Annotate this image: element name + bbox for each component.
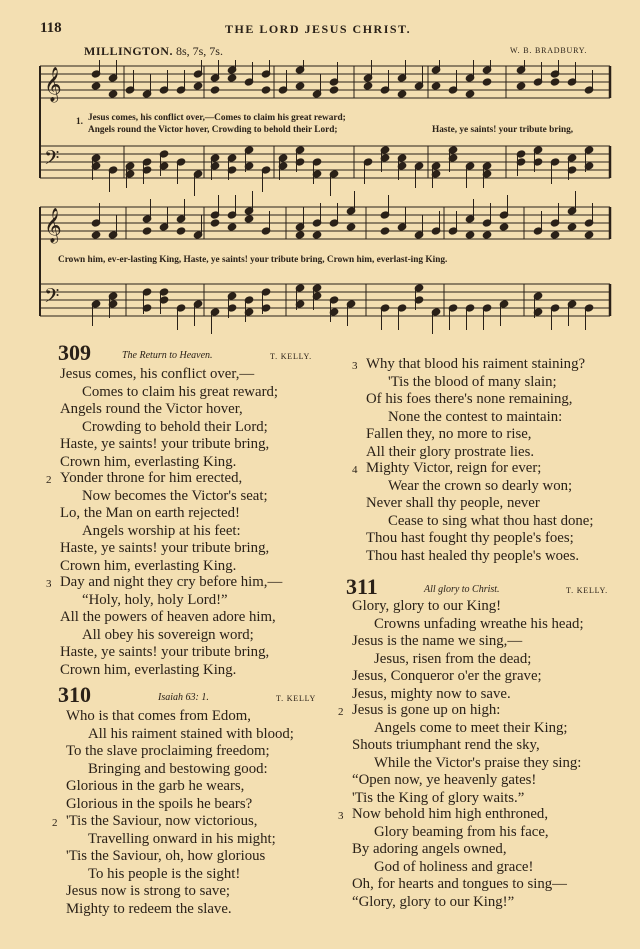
note-head [465,90,475,98]
hymn-line: “Holy, holy, holy Lord!” [82,591,228,608]
hymn-line: While the Victor's praise they sing: [374,754,582,771]
note-head [465,231,475,239]
hymn-line: Jesus, Conqueror o'er the grave; [352,668,542,685]
stanza [60,366,278,472]
tune-meter: 8s, 7s, 7s. [175,44,223,58]
stanza [46,574,283,680]
hymn-line: 'Tis the Saviour, now victorious, [66,813,258,829]
hymn-line: Never shall thy people, never [366,495,540,512]
hymn-line: Glorious in the spoils he bears? [66,795,253,812]
note-head [227,223,237,231]
bass-clef: 𝄢 [44,284,60,312]
underlay-line-1: Jesus comes, his conflict over,—Comes to claim his great reward; [88,113,346,123]
hymn-line: Haste, ye saints! your tribute bring, [60,436,270,453]
hymn-line: Haste, ye saints! your tribute bring, [60,644,270,661]
hymn-line: Travelling onward in his might; [88,830,276,847]
hymn-number: 310 [58,682,91,707]
note-head [499,223,509,231]
underlay-line-2b: Haste, ye saints! your tribute bring, [432,125,574,135]
stanza-number: 3 [352,360,358,372]
hymn-line: All obey his sovereign word; [82,626,254,643]
hymn-line: Why that blood his raiment staining? [366,356,586,372]
note-head [295,231,305,239]
hymn-line: Lo, the Man on earth rejected! [60,505,240,522]
hymn-line: Crowns unfading wreathe his head; [374,615,584,632]
note-head [516,82,526,90]
hymn-line: Angels worship at his feet: [82,522,241,539]
hymn-author: T. KELLY. [270,352,312,361]
hymn-line: Who is that comes from Edom, [66,708,251,724]
hymn-line: 'Tis the King of glory waits.” [352,789,525,806]
stanza [52,813,276,919]
underlay-line-3: Crown him, ev-er-lasting King, Haste, ye saints! your tribute bring, Crown him, everlast-ing King. [58,255,448,265]
hymn-line: Jesus now is strong to save; [66,883,230,900]
stanza [352,598,584,704]
note-head [91,231,101,239]
hymn-line: Crowding to behold their Lord; [82,418,268,435]
hymn-line: Cease to sing what thou hast done; [388,512,594,529]
hymn-line: All the powers of heaven adore him, [60,609,276,626]
stanza [352,460,594,566]
note-head [550,231,560,239]
stanza [66,708,294,814]
note-head [91,82,101,90]
hymn-line: Day and night they cry before him,— [60,574,283,590]
hymn-line: Bringing and bestowing good: [88,760,268,777]
hymn-number: 311 [346,574,378,599]
stanza-number: 3 [46,578,52,590]
hymn-line: Jesus is the name we sing,— [352,633,523,650]
hymn-line: Yonder throne for him erected, [60,470,243,486]
stanza-number: 2 [52,817,58,829]
note-head [550,78,560,86]
hymn-author: T. KELLY. [566,586,608,595]
hymn-line: Glory, glory to our King! [352,598,502,614]
hymn-occasion: All glory to Christ. [424,584,500,595]
stanza-number: 2 [338,706,344,718]
hymn-line: “Open now, ye heavenly gates! [352,772,537,789]
note-head [312,231,322,239]
tune-name: MILLINGTON. [84,44,173,58]
hymn-line: Jesus, mighty now to save. [352,685,511,702]
note-head [244,215,254,223]
note-head [210,219,220,227]
hymn-line: “Glory, glory to our King!” [352,893,515,910]
note-head [142,227,152,235]
note-head [363,82,373,90]
hymn-line: Thou hast healed thy people's woes. [366,547,580,564]
hymn-line: By adoring angels owned, [352,841,507,858]
treble-clef: 𝄞 [44,67,62,102]
note-head [584,231,594,239]
note-head [227,74,237,82]
note-head [261,86,271,94]
page-number: 118 [40,20,62,36]
hymn-line: Thou hast fought thy people's foes; [366,530,574,547]
hymn-line: Glorious in the garb he wears, [66,778,245,795]
note-head [295,82,305,90]
hymn-line: Now behold him high enthroned, [352,806,549,822]
hymn-line: Wear the crown so dearly won; [388,477,573,494]
hymn-author: T. KELLY [276,694,317,703]
hymn-line: Oh, for hearts and tongues to sing— [352,876,567,893]
hymn-line: To the slave proclaiming freedom; [66,743,270,760]
running-title: THE LORD JESUS CHRIST. [225,22,412,36]
composer: W. B. BRADBURY. [510,46,588,55]
stanza [46,470,270,576]
hymn-line: Crown him, everlasting King. [60,557,237,574]
tune-heading [84,44,223,59]
stanza [338,702,582,808]
hymn-line: 'Tis the blood of many slain; [388,373,557,390]
note-head [482,231,492,239]
hymn-line: Comes to claim his great reward; [82,383,279,400]
hymn-line: Crown him, everlasting King. [60,453,237,470]
hymn-line: Glory beaming from his face, [374,823,549,840]
hymn-line: Mighty to redeem the slave. [66,900,232,917]
hymn-line: Now becomes the Victor's seat; [82,487,268,504]
hymn-line: Crown him, everlasting King. [60,661,237,678]
stanza-number: 2 [46,474,52,486]
hymn-line: Fallen they, no more to rise, [366,426,532,443]
bass-clef: 𝄢 [44,146,60,174]
note-head [108,90,118,98]
note-head [482,78,492,86]
hymn-line: 'Tis the Saviour, oh, how glorious [66,848,266,865]
music-score [36,60,616,335]
note-head [210,86,220,94]
stanza-number: 4 [352,464,358,476]
hymn-line: Jesus, risen from the dead; [374,650,532,667]
hymn-line: Angels round the Victor hover, [60,401,243,418]
note-head [380,227,390,235]
hymn-line: Shouts triumphant rend the sky, [352,737,540,754]
hymn-occasion: The Return to Heaven. [122,350,213,361]
hymn-line: All their glory prostrate lies. [366,443,535,460]
underlay-line-2: Angels round the Victor hover, Crowding to behold their Lord; [88,125,338,135]
hymn-line: None the contest to maintain: [388,408,563,425]
hymn-occasion: Isaiah 63: 1. [158,692,209,703]
hymn-line: Angels come to meet their King; [374,719,568,736]
stanza [338,806,567,912]
hymn-line: God of holiness and grace! [374,858,534,875]
stanza-number: 3 [338,810,344,822]
hymn-line: To his people is the sight! [88,865,241,882]
hymn-line: Jesus comes, his conflict over,— [60,366,255,382]
hymn-number: 309 [58,340,91,365]
note-head [176,227,186,235]
note-head [431,82,441,90]
hymn-line: Mighty Victor, reign for ever; [366,460,542,476]
note-head [193,82,203,90]
hymn-line: Of his foes there's none remaining, [366,391,573,408]
hymn-line: All his raiment stained with blood; [88,725,294,742]
underlay-verse-number: 1. [76,117,83,127]
hymn-line: Haste, ye saints! your tribute bring, [60,540,270,557]
note-head [329,86,339,94]
note-head [397,90,407,98]
note-head [346,223,356,231]
stanza [352,356,586,462]
hymn-line: Jesus is gone up on high: [352,702,501,718]
note-head [567,223,577,231]
treble-clef: 𝄞 [44,208,62,243]
